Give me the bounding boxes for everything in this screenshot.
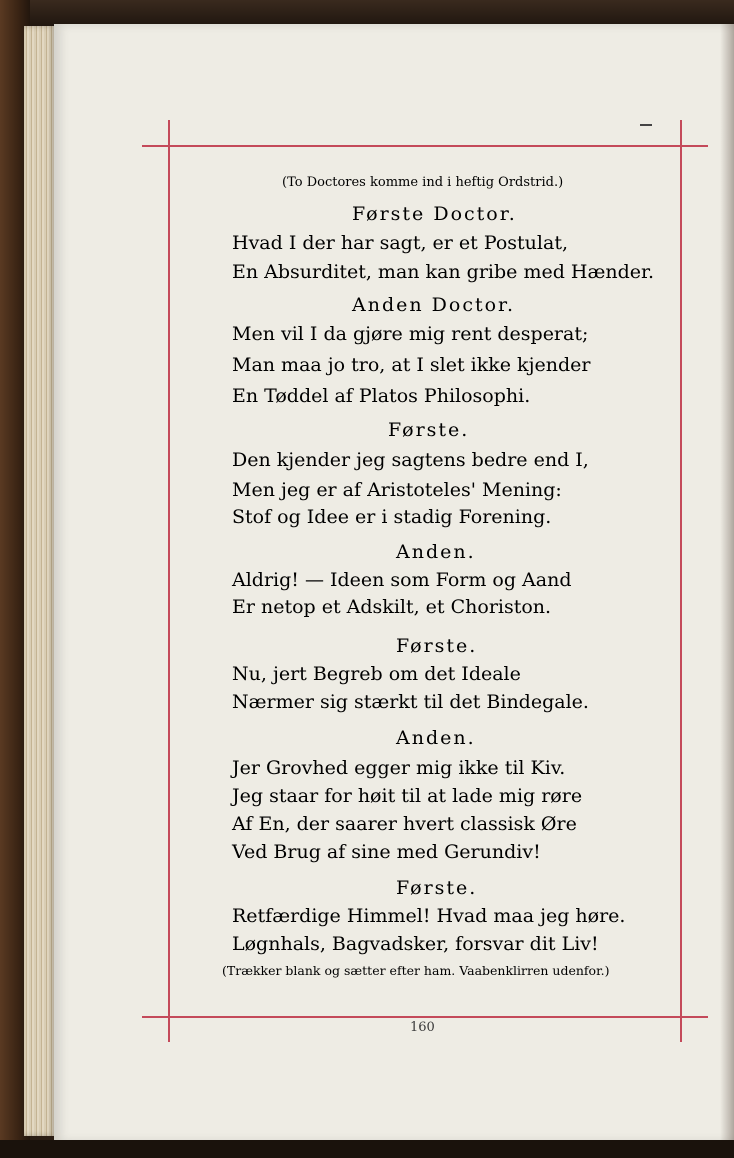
verse-line: Ved Brug af sine med Gerundiv!	[232, 841, 541, 863]
speaker-heading: Første.	[396, 635, 478, 657]
verse-line: Jeg staar for høit til at lade mig røre	[232, 785, 583, 807]
verse-line: Jer Grovhed egger mig ikke til Kiv.	[232, 757, 566, 779]
verse-line: Hvad I der har sagt, er et Postulat,	[232, 232, 568, 254]
page-stack-edge	[24, 26, 56, 1136]
verse-line: Nu, jert Begreb om det Ideale	[232, 663, 521, 685]
frame-rule-top	[142, 145, 708, 147]
book-bottom-edge	[0, 1140, 734, 1158]
verse-line: En Tøddel af Platos Philosophi.	[232, 385, 531, 407]
speaker-heading: Anden.	[396, 727, 476, 749]
stage-direction-bottom: (Trækker blank og sætter efter ham. Vaabenklirren udenfor.)	[222, 963, 610, 978]
speaker-heading: Anden.	[396, 541, 476, 563]
verse-line: Nærmer sig stærkt til det Bindegale.	[232, 691, 589, 713]
verse-line: Løgnhals, Bagvadsker, forsvar dit Liv!	[232, 933, 599, 955]
verse-line: Den kjender jeg sagtens bedre end I,	[232, 449, 589, 471]
stage-direction-top: (To Doctores komme ind i heftig Ordstrid.)	[282, 175, 564, 190]
verse-line: Er netop et Adskilt, et Choriston.	[232, 596, 552, 618]
verse-line: Aldrig! — Ideen som Form og Aand	[232, 569, 572, 591]
speaker-heading: Første Doctor.	[352, 203, 517, 225]
speaker-heading: Første.	[388, 419, 470, 441]
frame-rule-bottom	[142, 1016, 708, 1018]
frame-rule-right	[680, 120, 682, 1042]
verse-line: En Absurditet, man kan gribe med Hænder.	[232, 261, 655, 283]
frame-rule-left	[168, 120, 170, 1042]
verse-line: Man maa jo tro, at I slet ikke kjender	[232, 354, 591, 376]
page-number: 160	[410, 1020, 435, 1035]
verse-line: Retfærdige Himmel! Hvad maa jeg høre.	[232, 905, 626, 927]
margin-mark	[640, 124, 652, 126]
verse-line: Men vil I da gjøre mig rent desperat;	[232, 323, 589, 345]
page-shadow	[720, 24, 734, 1142]
verse-line: Men jeg er af Aristoteles' Mening:	[232, 479, 562, 501]
verse-line: Stof og Idee er i stadig Forening.	[232, 506, 552, 528]
speaker-heading: Anden Doctor.	[352, 294, 516, 316]
speaker-heading: Første.	[396, 877, 478, 899]
verse-line: Af En, der saarer hvert classisk Øre	[232, 813, 577, 835]
